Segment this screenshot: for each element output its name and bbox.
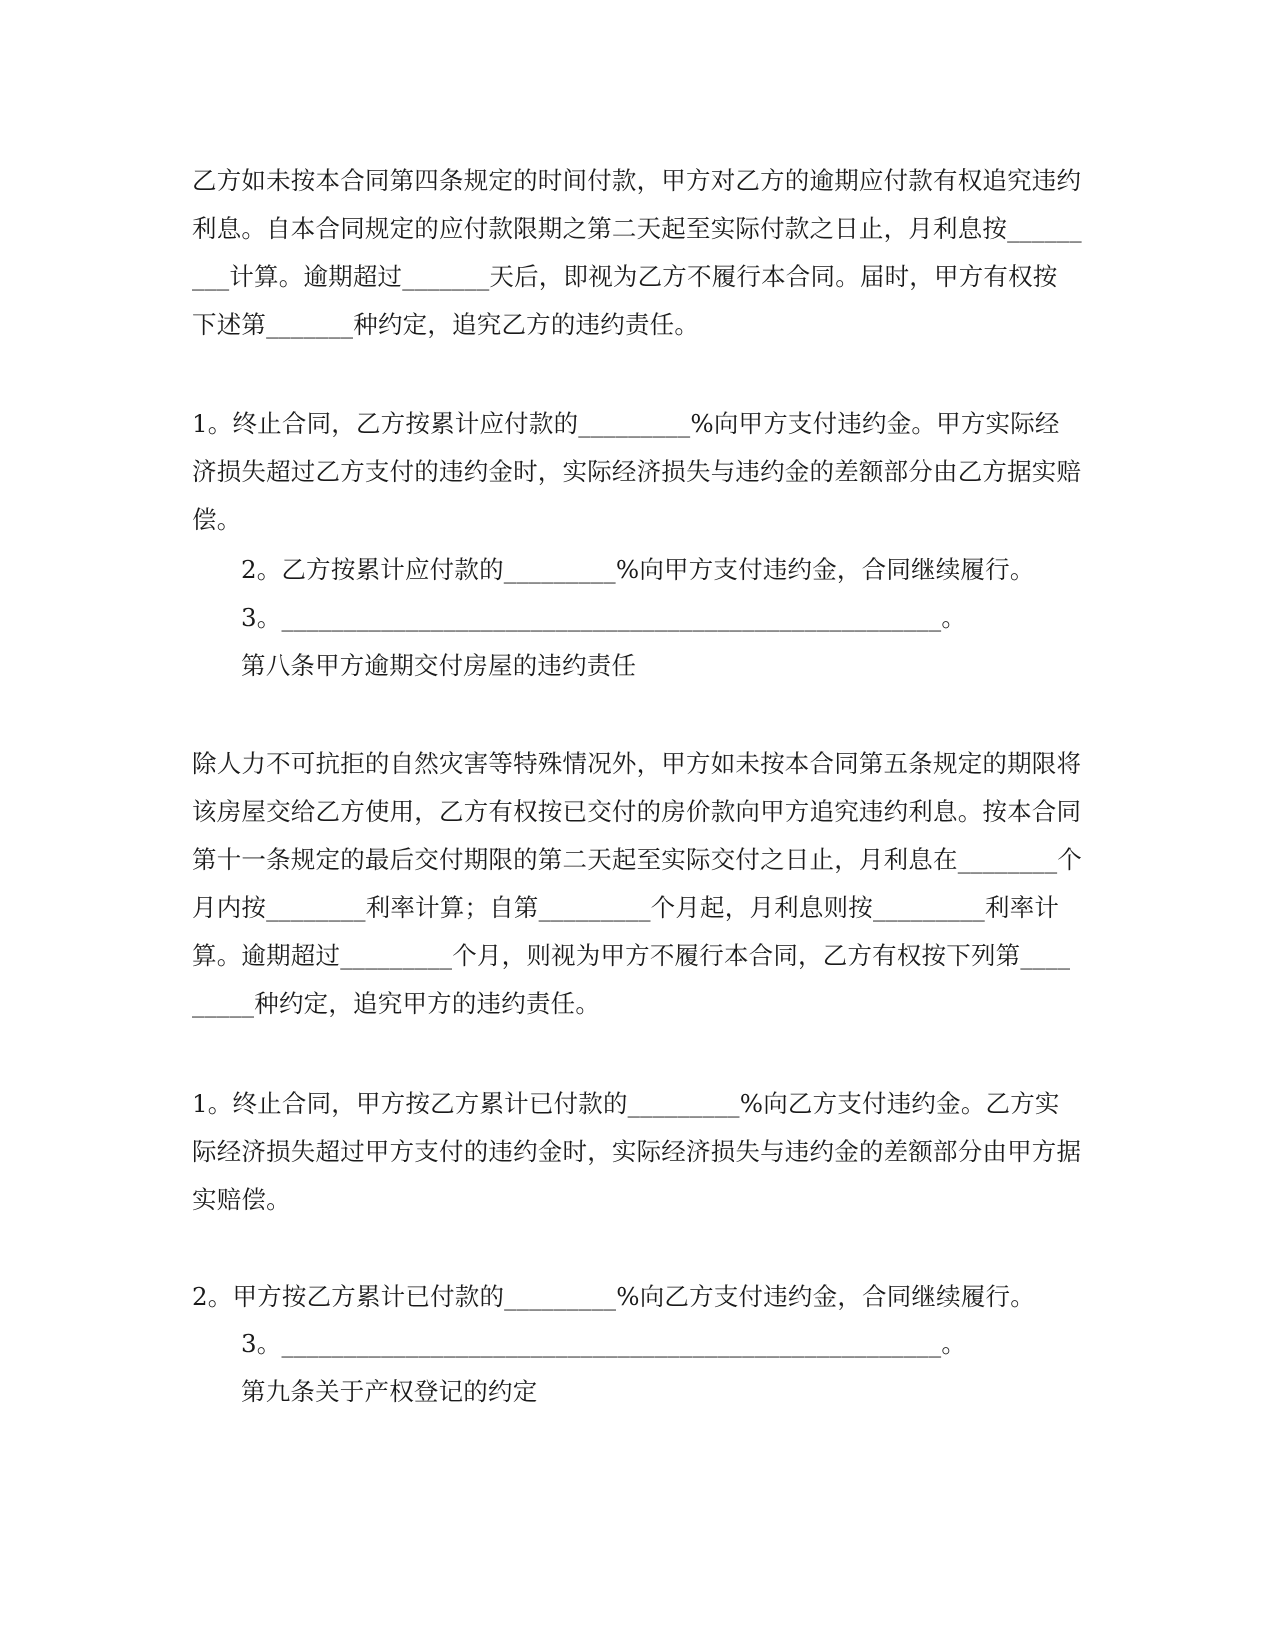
article-9-heading: 第九条关于产权登记的约定 <box>241 1377 538 1406</box>
paragraph-option-3-buyer: 3。_____________________________________________________。 <box>241 603 967 632</box>
paragraph-late-delivery-clause: 除人力不可抗拒的自然灾害等特殊情况外，甲方如未按本合同第五条规定的期限将该房屋交给乙方使用，乙方有权按已交付的房价款向甲方追究违约利息。按本合同第十一条规定的最后交付期限的第二天起至实际交付之日止，月利息在________个月内按________利率计算；自第_________个月起，月利息则按_________利率计算。逾期超过_________个月，则视为甲方不履行本合同，乙方有权按下列第_________种约定，追究甲方的违约责任。 <box>192 749 1082 1018</box>
paragraph-option-3-seller: 3。_____________________________________________________。 <box>241 1329 967 1358</box>
paragraph-option-2-buyer: 2。乙方按累计应付款的_________%向甲方支付违约金，合同继续履行。 <box>241 555 1035 584</box>
paragraph-option-1-seller: 1。终止合同，甲方按乙方累计已付款的_________%向乙方支付违约金。乙方实际经济损失超过甲方支付的违约金时，实际经济损失与违约金的差额部分由甲方据实赔偿。 <box>192 1089 1082 1214</box>
paragraph-option-2-seller: 2。甲方按乙方累计已付款的_________%向乙方支付违约金，合同继续履行。 <box>192 1282 1035 1311</box>
paragraph-late-payment-clause: 乙方如未按本合同第四条规定的时间付款，甲方对乙方的逾期应付款有权追究违约利息。自本合同规定的应付款限期之第二天起至实际付款之日止，月利息按_________计算。逾期超过_______天后，即视为乙方不履行本合同。届时，甲方有权按下述第_______种约定，追究乙方的违约责任。 <box>192 166 1082 339</box>
paragraph-option-1-buyer: 1。终止合同，乙方按累计应付款的_________%向甲方支付违约金。甲方实际经济损失超过乙方支付的违约金时，实际经济损失与违约金的差额部分由乙方据实赔偿。 <box>192 409 1082 534</box>
article-8-heading: 第八条甲方逾期交付房屋的违约责任 <box>241 651 637 680</box>
